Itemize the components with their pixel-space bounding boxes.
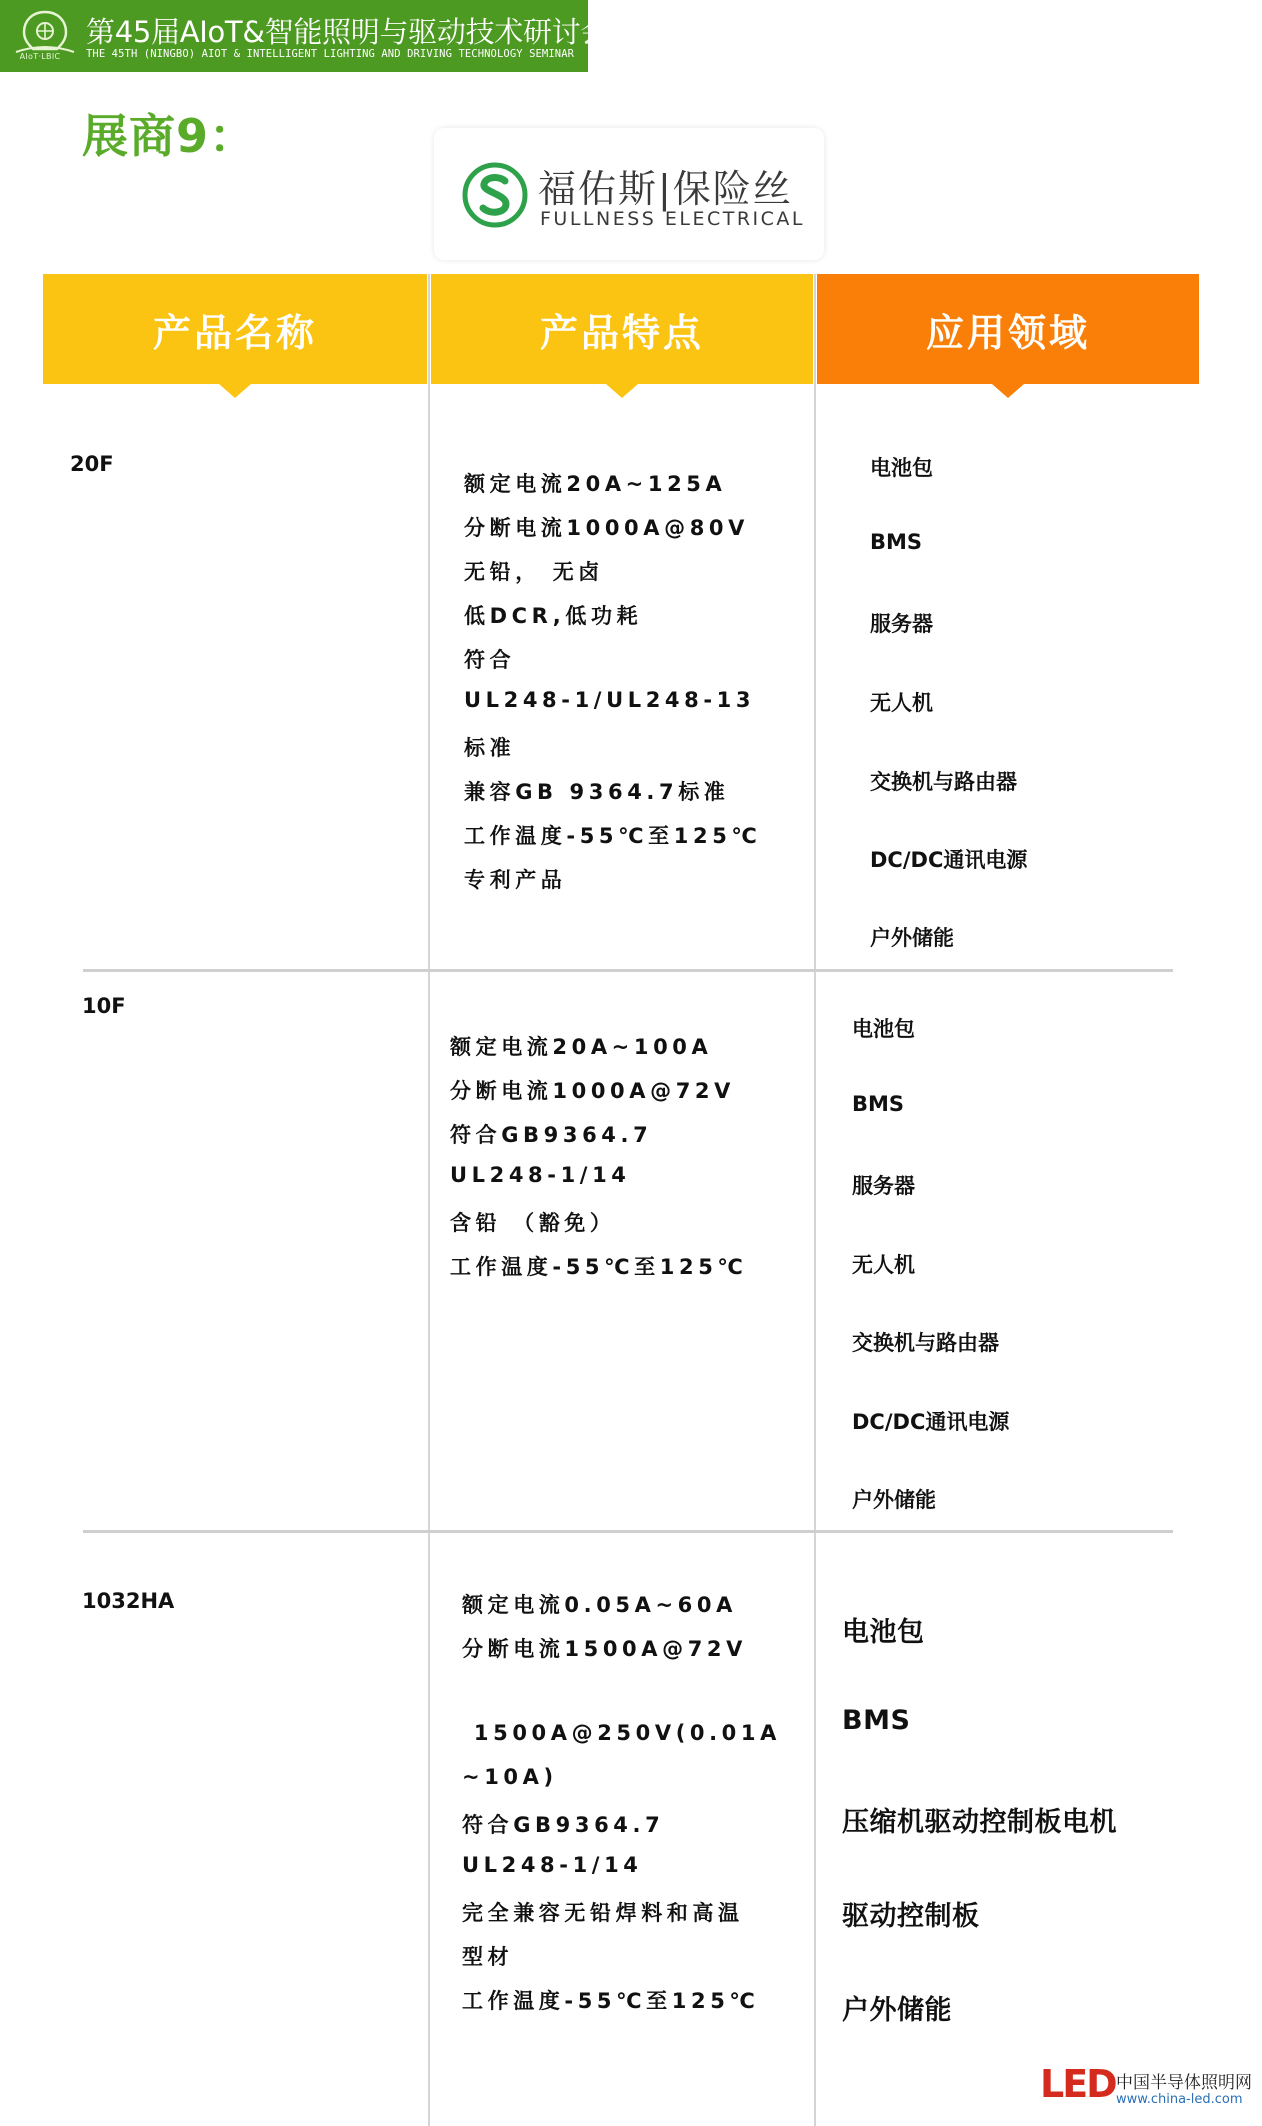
feature-line: 含铅 （豁免） <box>450 1211 616 1235</box>
header-product-features <box>431 274 813 384</box>
header-product-features-label: 产品特点 <box>539 310 704 355</box>
feature-line: 符合GB9364.7 <box>450 1123 653 1147</box>
feature-line: UL248-1/UL248-13 <box>464 688 756 712</box>
site-watermark <box>1040 2062 1256 2122</box>
product-name: 10F <box>82 994 126 1018</box>
application-item: DC/DC通讯电源 <box>870 848 1028 872</box>
header-arrow-icon <box>219 384 251 398</box>
feature-line: 1500A@250V(0.01A <box>462 1721 781 1745</box>
feature-line: ~10A) <box>462 1765 558 1789</box>
banner-logo-text: AIoT·LBIC <box>19 52 61 61</box>
application-item: 无人机 <box>852 1253 915 1277</box>
header-product-name-label: 产品名称 <box>152 310 317 355</box>
event-banner <box>0 0 610 72</box>
application-item: 户外储能 <box>852 1488 936 1512</box>
application-item: 户外储能 <box>842 1995 952 2026</box>
company-logo-card <box>434 128 824 260</box>
feature-line: 标准 <box>464 736 516 760</box>
company-name-en: FULLNESS ELECTRICAL <box>540 208 806 230</box>
feature-line: 型材 <box>462 1945 514 1969</box>
application-item: 服务器 <box>852 1174 915 1198</box>
feature-line: 兼容GB 9364.7标准 <box>464 780 730 804</box>
row-divider <box>83 969 1173 972</box>
feature-line: 符合GB9364.7 <box>462 1813 665 1837</box>
application-item: DC/DC通讯电源 <box>852 1410 1010 1434</box>
application-item: 驱动控制板 <box>842 1901 980 1932</box>
feature-line: 符合 <box>464 648 516 672</box>
feature-line: UL248-1/14 <box>462 1853 643 1877</box>
feature-line: 工作温度-55℃至125℃ <box>462 1989 760 2013</box>
watermark-brand: LED <box>1040 2062 1116 2106</box>
application-item: 电池包 <box>842 1617 925 1648</box>
feature-line: 分断电流1000A@72V <box>450 1079 735 1103</box>
product-name: 1032HA <box>82 1589 175 1613</box>
feature-line: 额定电流20A~125A <box>464 472 727 496</box>
header-arrow-icon <box>992 384 1024 398</box>
feature-line: 额定电流20A~100A <box>450 1035 713 1059</box>
header-application <box>817 274 1199 384</box>
banner-title: 第45届AIoT&智能照明与驱动技术研讨会 <box>86 15 610 49</box>
banner-subtitle: THE 45TH (NINGBO) AIOT & INTELLIGENT LIGHTING AND DRIVING TECHNOLOGY SEMINAR <box>86 48 575 60</box>
application-item: BMS <box>870 530 923 554</box>
feature-line: 完全兼容无铅焊料和高温 <box>462 1901 744 1925</box>
exhibitor-label: 展商9： <box>82 109 257 163</box>
application-item: 电池包 <box>870 456 933 480</box>
company-name-cn: 福佑斯|保险丝 <box>538 167 793 211</box>
feature-line: UL248-1/14 <box>450 1163 631 1187</box>
feature-line: 无铅， 无卤 <box>464 560 604 584</box>
feature-line: 工作温度-55℃至125℃ <box>464 824 762 848</box>
application-item: 交换机与路由器 <box>852 1331 999 1355</box>
application-item: 无人机 <box>870 691 933 715</box>
watermark-url: www.china-led.com <box>1116 2092 1243 2107</box>
application-item: BMS <box>852 1092 905 1116</box>
column-divider <box>428 274 430 2126</box>
feature-line: 专利产品 <box>464 868 567 892</box>
watermark-name: 中国半导体照明网 <box>1116 2073 1252 2093</box>
feature-line: 低DCR,低功耗 <box>464 604 643 628</box>
header-product-name <box>43 274 427 384</box>
product-name: 20F <box>70 452 114 476</box>
application-item: 服务器 <box>870 612 933 636</box>
column-divider <box>814 274 816 2126</box>
header-arrow-icon <box>606 384 638 398</box>
feature-line: 工作温度-55℃至125℃ <box>450 1255 748 1279</box>
fullness-logo-icon <box>462 162 528 228</box>
application-item: 交换机与路由器 <box>870 770 1017 794</box>
application-item: 压缩机驱动控制板电机 <box>842 1807 1117 1838</box>
feature-line: 分断电流1000A@80V <box>464 516 749 540</box>
feature-line: 分断电流1500A@72V <box>462 1637 747 1661</box>
row-divider <box>83 1530 1173 1533</box>
header-application-label: 应用领域 <box>925 310 1090 355</box>
feature-line: 额定电流0.05A~60A <box>462 1593 737 1617</box>
application-item: 电池包 <box>852 1017 915 1041</box>
application-item: BMS <box>842 1705 911 1736</box>
application-item: 户外储能 <box>870 926 954 950</box>
